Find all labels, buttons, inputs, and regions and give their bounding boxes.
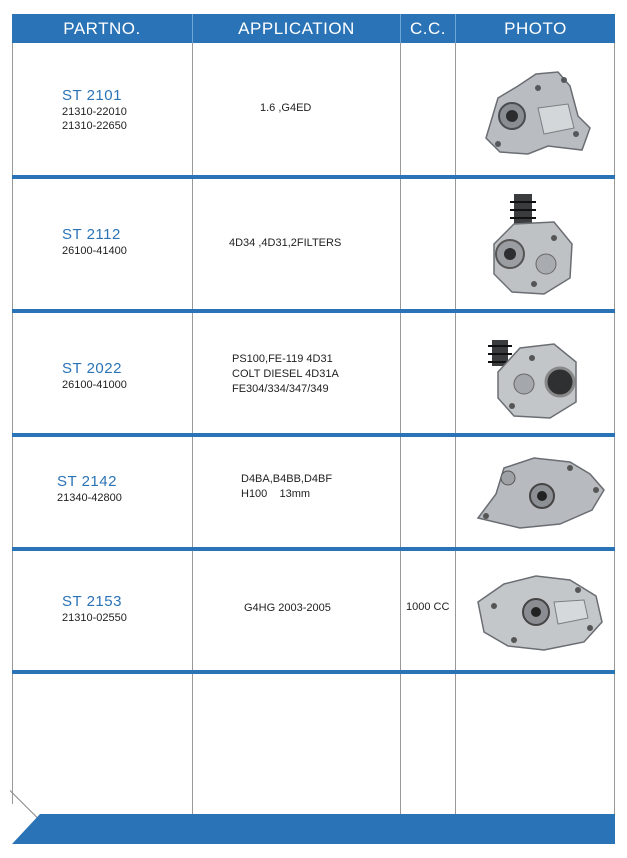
table-row-application [229,236,341,251]
row-separator [12,175,615,179]
header-cc: C.C. [410,19,446,38]
part-number: 21310-22010 [62,106,127,118]
application-line: G4HG 2003-2005 [244,602,331,614]
application-line: 1.6 ,G4ED [260,102,312,114]
oil-pump-photo-1 [478,68,598,160]
oil-pump-photo-5 [474,572,606,654]
part-code: ST 2101 [62,87,122,104]
row-separator [12,547,615,551]
table-header [12,14,615,43]
part-code: ST 2112 [62,226,121,243]
oil-pump-photo-2 [484,188,580,300]
application-line: FE304/334/347/349 [232,383,329,395]
application-line: COLT DIESEL 4D31A [232,368,339,380]
row-separator [12,309,615,313]
oil-pump-photo-4 [474,454,608,532]
application-line: H100 13mm [241,488,311,500]
part-number: 21310-02550 [62,612,127,624]
table-row-part [62,360,127,392]
oil-pump-photo-3 [484,322,584,422]
application-line: 4D34 ,4D31,2FILTERS [229,237,342,249]
header-application: APPLICATION [238,19,355,38]
column-divider [192,43,193,814]
column-divider [455,43,456,814]
row-separator [12,433,615,437]
table-row-application [260,101,311,116]
table-row-part [62,226,127,258]
part-number: 21340-42800 [57,492,122,504]
table-row-cc: 1000 CC [406,601,450,613]
table-row-part [62,87,127,133]
frame-right-border [614,14,615,814]
frame-left-border [12,14,13,804]
header-photo: PHOTO [504,19,567,38]
part-code: ST 2022 [62,360,122,377]
table-row-application [241,472,332,502]
part-number: 26100-41000 [62,379,127,391]
table-row-part [62,593,127,625]
part-number: 26100-41400 [62,245,127,257]
application-line: PS100,FE-119 4D31 [232,353,333,365]
table-row-application [232,352,339,397]
footer-wedge [12,814,40,844]
part-code: ST 2153 [62,593,122,610]
footer-band [40,814,615,844]
application-line: D4BA,B4BB,D4BF [241,473,333,485]
table-row-part [57,473,122,505]
column-divider [400,43,401,814]
part-code: ST 2142 [57,473,117,490]
table-row-application [244,601,331,616]
row-separator [12,670,615,674]
part-number: 21310-22650 [62,120,127,132]
header-part-no: PARTNO. [63,19,141,38]
